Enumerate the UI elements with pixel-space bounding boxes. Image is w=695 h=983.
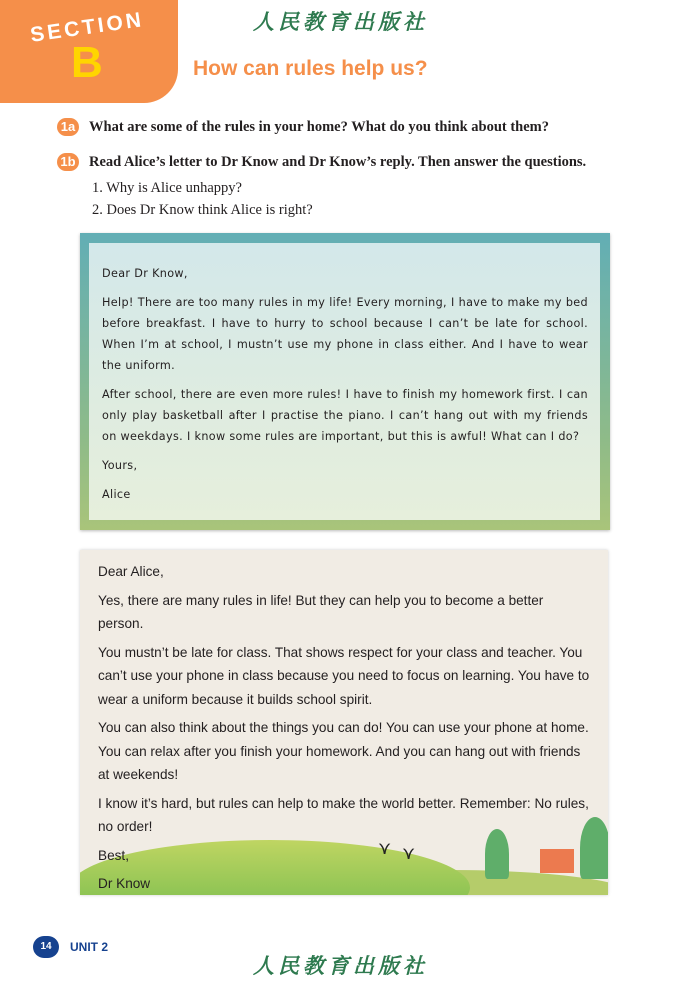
task-1b <box>57 153 586 171</box>
letter-paragraph: After school, there are even more rules! I have to finish my homework first. I can only play basketball after I practise the piano. I can’t hang out with my friends on weekdays. I know some rules are important, but this is awful! What can I do? <box>102 388 588 443</box>
task-text: Read Alice’s letter to Dr Know and Dr Know’s reply. Then answer the questions. <box>89 153 587 170</box>
task-badge: 1a <box>57 118 79 136</box>
section-badge <box>0 0 178 103</box>
letter-signature: Dr Know <box>98 876 151 891</box>
letter-paragraph: You can also think about the things you can do! You can use your phone at home. You can relax after you finish your homework. And you can hang out with friends at weekends! <box>98 720 589 782</box>
letter-closing: Yours, <box>102 459 138 472</box>
letter-paragraph: Yes, there are many rules in life! But they can help you to become a better person. <box>98 592 544 631</box>
bird-icon: ⋎ <box>402 842 416 863</box>
task-badge: 1b <box>57 153 79 171</box>
letter-closing: Best, <box>98 847 129 863</box>
question-2: 2. Does Dr Know think Alice is right? <box>92 202 313 218</box>
section-word: SECTION <box>28 8 146 47</box>
letter-greeting: Dear Dr Know, <box>102 267 188 280</box>
publisher-logo-bottom: 人民教育出版社 <box>253 953 428 978</box>
letter-signature: Alice <box>102 488 131 501</box>
task-text: What are some of the rules in your home? What do you think about them? <box>89 118 550 135</box>
letter-paragraph: I know it’s hard, but rules can help to make the world better. Remember: No rules, no order! <box>98 795 589 834</box>
task-1a <box>57 118 549 136</box>
question-1: 1. Why is Alice unhappy? <box>92 180 242 196</box>
publisher-logo-top: 人民教育出版社 <box>253 9 428 34</box>
letter-paragraph: You mustn’t be late for class. That shows respect for your class and teacher. You can’t use your phone in class because you need to focus on learning. You have to wear a uniform because it builds school spirit. <box>98 644 590 707</box>
dr-know-reply <box>80 550 608 895</box>
section-letter: B <box>71 38 103 87</box>
letter-greeting: Dear Alice, <box>98 564 164 579</box>
page-number: 14 <box>33 936 59 958</box>
alice-letter <box>80 233 610 530</box>
letter-paragraph: Help! There are too many rules in my life! Every morning, I have to make my bed before breakfast. I have to hurry to school because I can’t be late for school. When I’m at school, I mustn’t use my phone in class either. And I have to wear the uniform. <box>102 296 588 372</box>
unit-label: UNIT 2 <box>70 940 109 954</box>
page-title: How can rules help us? <box>193 57 428 80</box>
bird-icon: ⋎ <box>378 837 392 858</box>
